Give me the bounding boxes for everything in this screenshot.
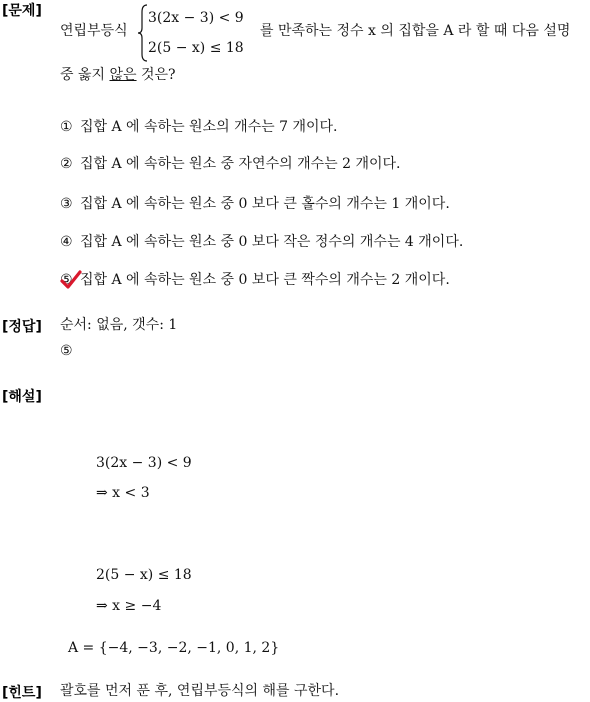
answer-line-1: 순서: 없음, 갯수: 1 xyxy=(60,317,178,333)
problem-label: [문제] xyxy=(2,3,42,19)
option-4-number: ④ xyxy=(60,234,73,250)
inequality-1: 3(2x − 3) < 9 xyxy=(148,10,244,26)
option-3-text: 집합 A 에 속하는 원소 중 0 보다 큰 홀수의 개수는 1 개이다. xyxy=(80,196,450,212)
option-1 xyxy=(60,118,337,136)
option-5-text: 집합 A 에 속하는 원소 중 0 보다 큰 짝수의 개수는 2 개이다. xyxy=(80,272,450,288)
solution-set: A = {−4, −3, −2, −1, 0, 1, 2} xyxy=(68,640,280,656)
option-4 xyxy=(60,233,463,251)
option-4-text: 집합 A 에 속하는 원소 중 0 보다 작은 정수의 개수는 4 개이다. xyxy=(80,234,464,250)
problem-line-2-underlined: 않은 xyxy=(109,67,137,83)
problem-tail: 를 만족하는 정수 x 의 집합을 A 라 할 때 다음 설명 xyxy=(260,23,571,39)
problem-line-2 xyxy=(60,66,176,84)
explanation-step-1b: ⇒ x < 3 xyxy=(96,485,150,501)
inequality-2: 2(5 − x) ≤ 18 xyxy=(148,40,244,56)
hint-text: 괄호를 먼저 푼 후, 연립부등식의 해를 구한다. xyxy=(60,683,340,699)
answer-label: [정답] xyxy=(2,319,42,335)
option-3 xyxy=(60,195,450,213)
explanation-step-1a: 3(2x − 3) < 9 xyxy=(96,455,192,471)
system-brace xyxy=(138,4,148,62)
check-mark-icon xyxy=(60,270,82,290)
explanation-step-2a: 2(5 − x) ≤ 18 xyxy=(96,567,192,583)
problem-line-2-pre: 중 옳지 xyxy=(60,67,110,83)
answer-line-2: ⑤ xyxy=(60,343,73,359)
option-5 xyxy=(60,271,450,289)
option-5-number: ⑤ xyxy=(60,272,73,288)
hint-label: [힌트] xyxy=(2,685,42,701)
explanation-label: [해설] xyxy=(2,389,42,405)
problem-lead: 연립부등식 xyxy=(60,23,128,39)
option-2 xyxy=(60,155,400,173)
option-1-number: ① xyxy=(60,119,73,135)
explanation-step-2b: ⇒ x ≥ −4 xyxy=(96,598,162,614)
option-3-number: ③ xyxy=(60,196,73,212)
option-1-text: 집합 A 에 속하는 원소의 개수는 7 개이다. xyxy=(80,119,338,135)
option-2-number: ② xyxy=(60,156,73,172)
option-2-text: 집합 A 에 속하는 원소 중 자연수의 개수는 2 개이다. xyxy=(80,156,401,172)
problem-line-2-post: 것은? xyxy=(136,67,176,83)
